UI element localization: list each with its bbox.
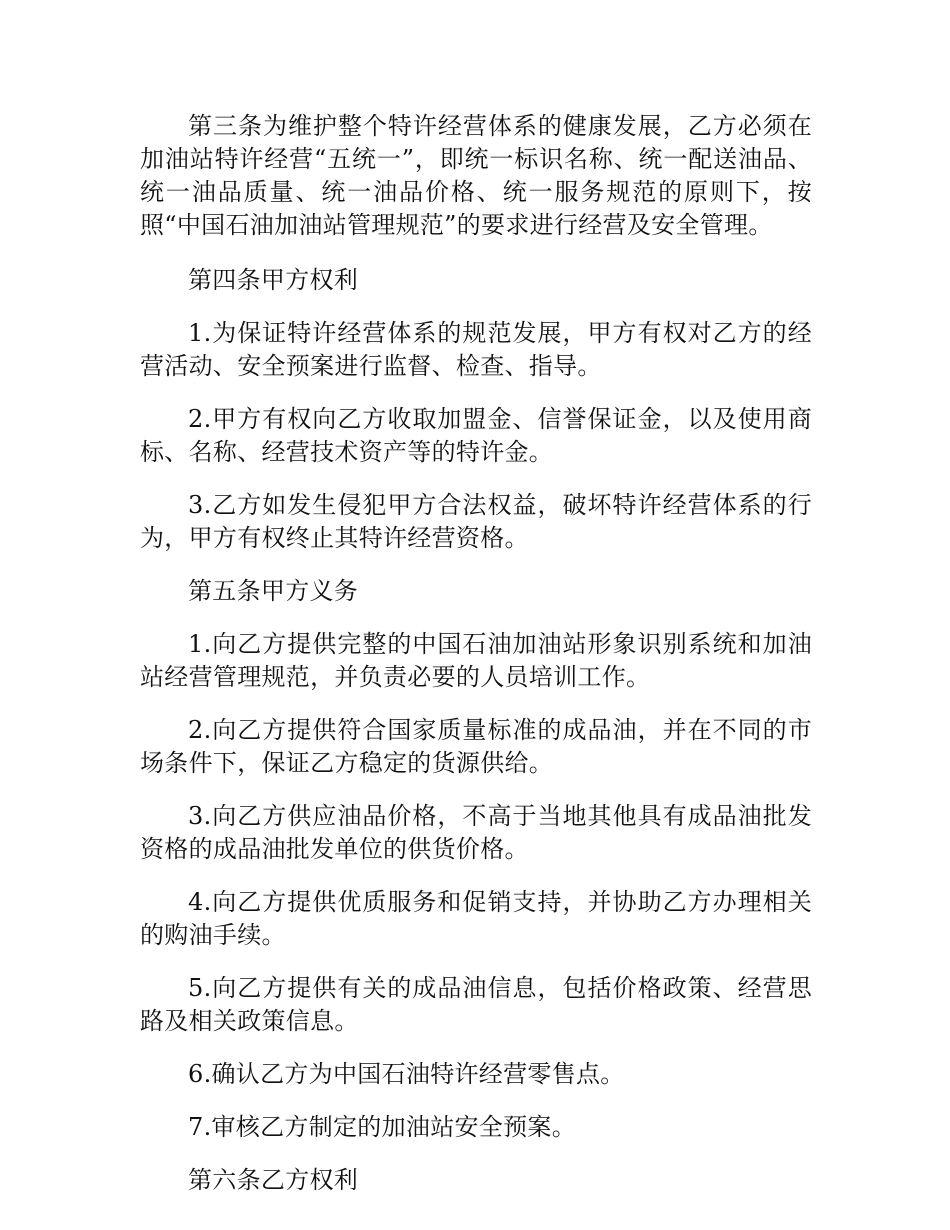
article-5-item-4: 4.向乙方提供优质服务和促销支持，并协助乙方办理相关的购油手续。 — [140, 888, 812, 949]
article-5-item-2: 2.向乙方提供符合国家质量标准的成品油，并在不同的市场条件下，保证乙方稳定的货源供给。 — [140, 716, 812, 777]
article-5-item-3: 3.向乙方供应油品价格，不高于当地其他具有成品油批发资格的成品油批发单位的供货价格。 — [140, 802, 812, 863]
article-4-item-2: 2.甲方有权向乙方收取加盟金、信誉保证金，以及使用商标、名称、经营技术资产等的特许金。 — [140, 405, 812, 466]
article-4-item-1: 1.为保证特许经营体系的规范发展，甲方有权对乙方的经营活动、安全预案进行监督、检查、指导。 — [140, 319, 812, 380]
article-5-item-5: 5.向乙方提供有关的成品油信息，包括价格政策、经营思路及相关政策信息。 — [140, 974, 812, 1035]
article-4-heading: 第四条甲方权利 — [188, 266, 359, 294]
article-5-heading: 第五条甲方义务 — [188, 577, 359, 605]
article-3-paragraph: 第三条为维护整个特许经营体系的健康发展，乙方必须在加油站特许经营“五统一”，即统一标识名称、统一配送油品、统一油品质量、统一油品价格、统一服务规范的原则下，按照“中国石油加油站管理规范”的要求进行经营及安全管理。 — [140, 112, 812, 239]
article-4-item-3: 3.乙方如发生侵犯甲方合法权益，破坏特许经营体系的行为，甲方有权终止其特许经营资格。 — [140, 491, 812, 552]
article-5-item-1: 1.向乙方提供完整的中国石油加油站形象识别系统和加油站经营管理规范，并负责必要的人员培训工作。 — [140, 630, 812, 691]
article-5-item-7: 7.审核乙方制定的加油站安全预案。 — [188, 1113, 576, 1141]
article-6-heading: 第六条乙方权利 — [188, 1166, 359, 1194]
article-5-item-6: 6.确认乙方为中国石油特许经营零售点。 — [188, 1060, 625, 1088]
document-body — [140, 110, 812, 1197]
